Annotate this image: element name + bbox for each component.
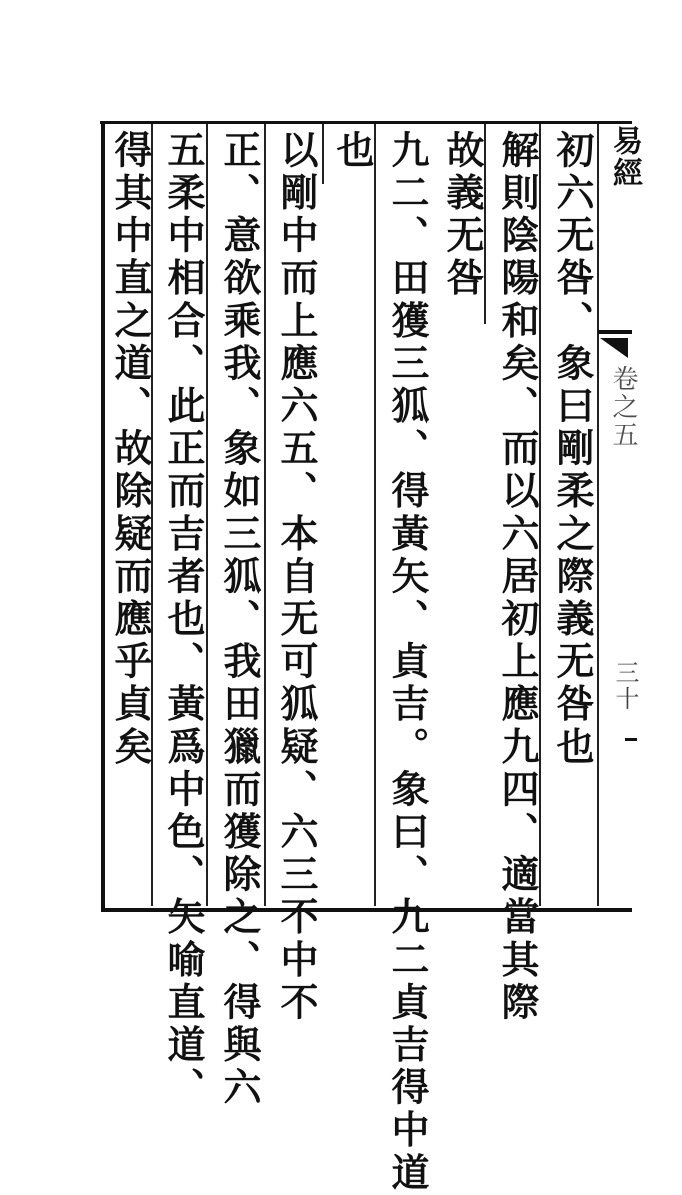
text-column-3: 故義无咎 [440,130,485,301]
margin-page-number: 三十 [611,660,639,712]
text-column-7: 正、意欲乘我、象如三狐、我田獵而獲除之、得與六 [217,130,262,1110]
text-column-6: 以剛中而上應六五、本自无可狐疑、六三不中不 [274,130,319,1025]
text-column-2: 解則陰陽和矣、而以六居初上應九四、適當其際 [495,130,540,1025]
text-column-5: 也 [330,130,375,173]
frame-top-border [100,121,632,124]
column-rule [374,124,376,906]
margin-volume: 卷之五 [608,365,638,449]
margin-mark [625,738,637,741]
fishtail-bar [598,330,632,334]
text-column-8: 五柔中相合、此正而吉者也、黃爲中色、矢喻直道、 [161,130,206,1110]
fishtail-icon [600,338,628,358]
text-column-9: 得其中直之道、故除疑而應乎貞矣 [108,130,153,769]
margin-book-title: 易經 [607,125,642,189]
text-column-1: 初六无咎、象曰剛柔之際義无咎也 [550,130,595,769]
text-column-4: 九二、田獲三狐、得黃矢、貞吉。象曰、九二貞吉得中道 [385,130,430,1195]
